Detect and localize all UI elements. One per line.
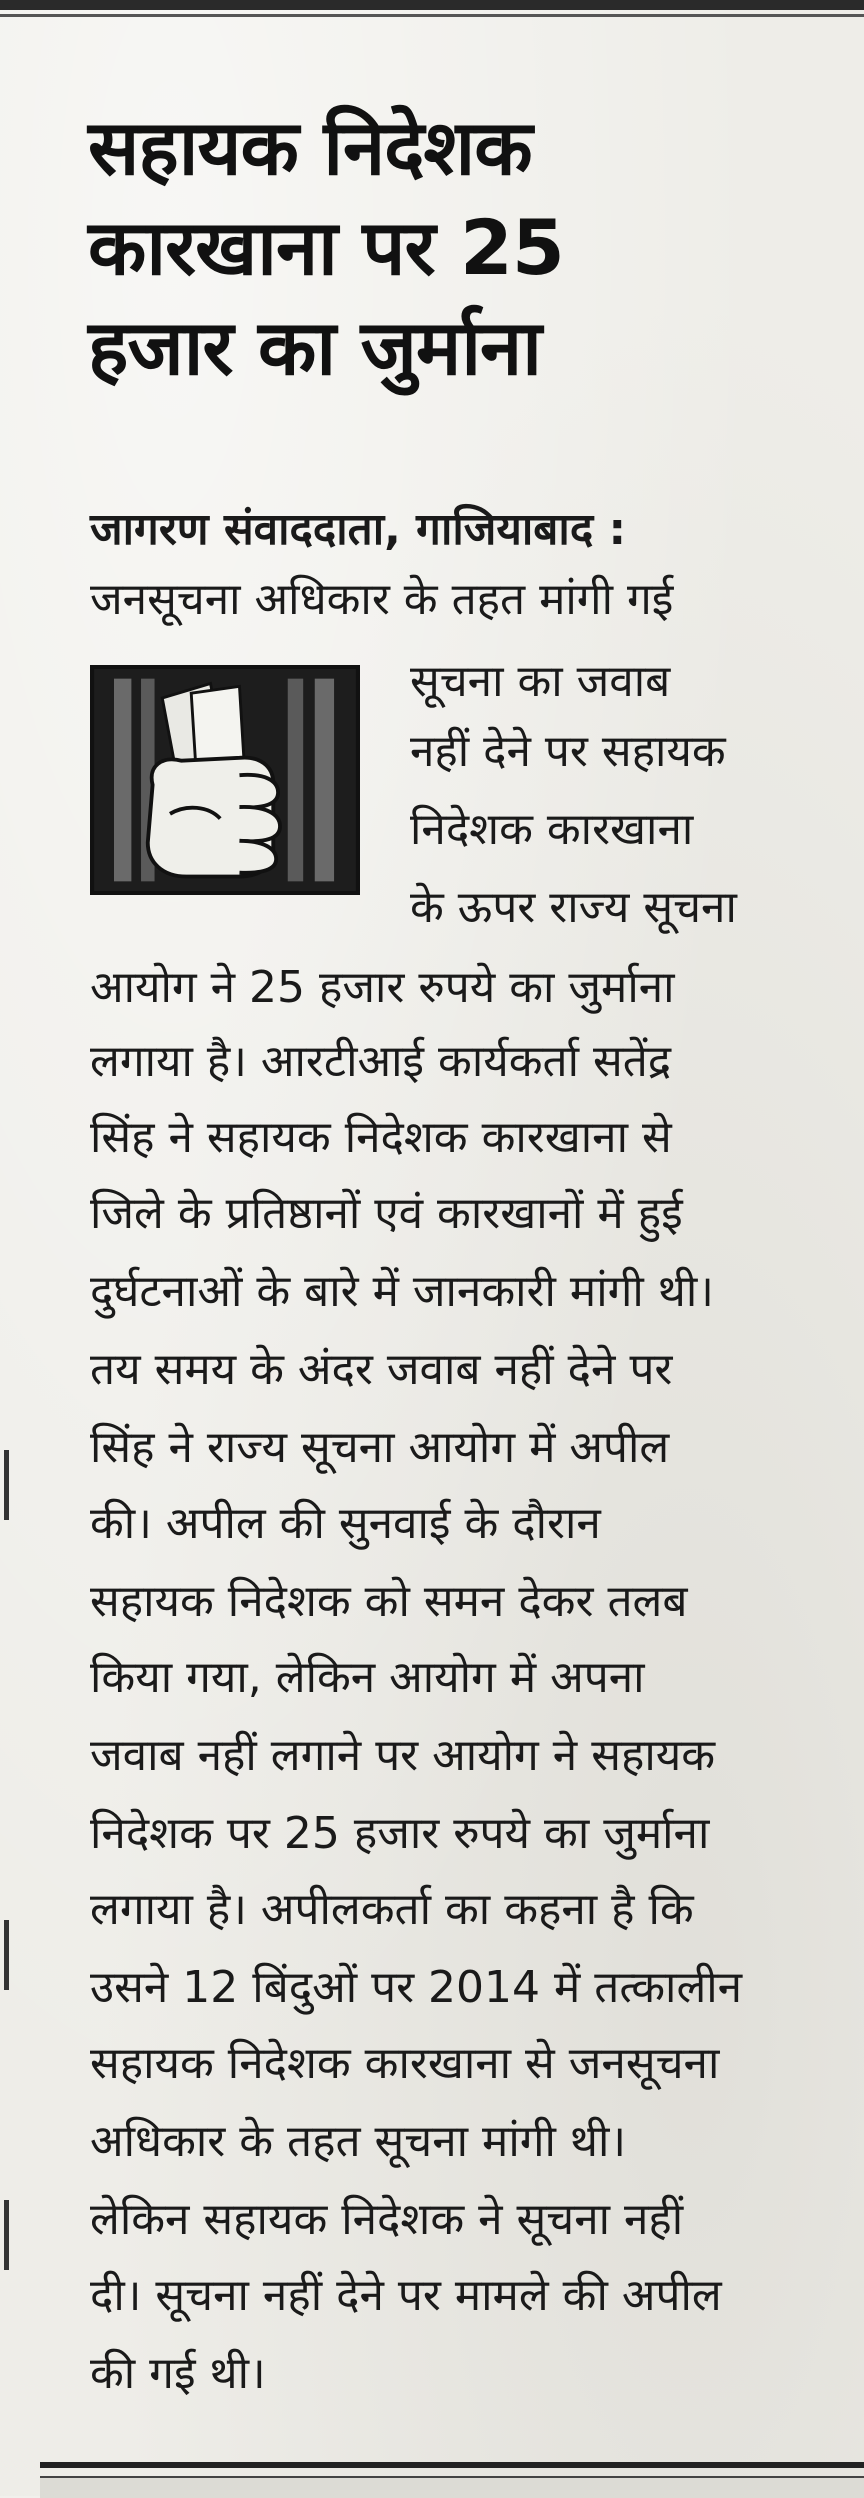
article-line: किया गया, लेकिन आयोग में अपना	[90, 1652, 645, 1703]
article-line: जिले के प्रतिष्ठानों एवं कारखानों में हुई	[90, 1188, 683, 1239]
article-line: निदेशक कारखाना	[410, 804, 694, 855]
bottom-border	[40, 2476, 864, 2498]
article-line: नहीं देने पर सहायक	[410, 726, 726, 777]
edge-mark	[4, 1920, 9, 1990]
article-line: उसने 12 बिंदुओं पर 2014 में तत्कालीन	[90, 1962, 743, 2013]
article-line: सिंह ने सहायक निदेशक कारखाना से	[90, 1112, 672, 1163]
article-line: लगाया है। अपीलकर्ता का कहना है कि	[90, 1884, 694, 1935]
article-line: सूचना का जवाब	[410, 656, 671, 707]
article-line: सिंह ने राज्य सूचना आयोग में अपील	[90, 1422, 670, 1473]
article-line: के ऊपर राज्य सूचना	[410, 882, 737, 933]
article-line: निदेशक पर 25 हजार रुपये का जुर्माना	[90, 1808, 710, 1859]
article-line: दी। सूचना नहीं देने पर मामले की अपील	[90, 2270, 722, 2321]
article-line: जनसूचना अधिकार के तहत मांगी गई	[90, 574, 674, 625]
article-line: तय समय के अंदर जवाब नहीं देने पर	[90, 1344, 673, 1395]
edge-mark	[4, 1450, 9, 1520]
article-line: अधिकार के तहत सूचना मांगी थी।	[90, 2116, 627, 2167]
article-line: की गई थी।	[90, 2348, 266, 2399]
article-line: दुर्घटनाओं के बारे में जानकारी मांगी थी।	[90, 1266, 714, 1317]
headline-line-2: कारखाना पर 25	[88, 203, 564, 292]
top-rule-thin	[0, 14, 864, 17]
article-line: लेकिन सहायक निदेशक ने सूचना नहीं	[90, 2194, 684, 2245]
headline-line-1: सहायक निदेशक	[88, 103, 532, 192]
article-line: लगाया है। आरटीआई कार्यकर्ता सतेंद्र	[90, 1036, 672, 1087]
article-line: सहायक निदेशक को समन देकर तलब	[90, 1576, 688, 1627]
article-line: आयोग ने 25 हजार रुपये का जुर्माना	[90, 962, 675, 1013]
headline	[88, 98, 808, 398]
bottom-rule	[40, 2462, 864, 2468]
article-line: की। अपील की सुनवाई के दौरान	[90, 1498, 601, 1549]
byline: जागरण संवाददाता, गाजियाबाद :	[90, 504, 627, 555]
headline-line-3: हजार का जुर्माना	[88, 303, 541, 392]
edge-mark	[4, 2200, 9, 2270]
top-rule	[0, 0, 864, 10]
article-line: जवाब नहीं लगाने पर आयोग ने सहायक	[90, 1730, 716, 1781]
fist-holding-papers-icon	[90, 665, 360, 895]
article-line: सहायक निदेशक कारखाना से जनसूचना	[90, 2038, 720, 2089]
